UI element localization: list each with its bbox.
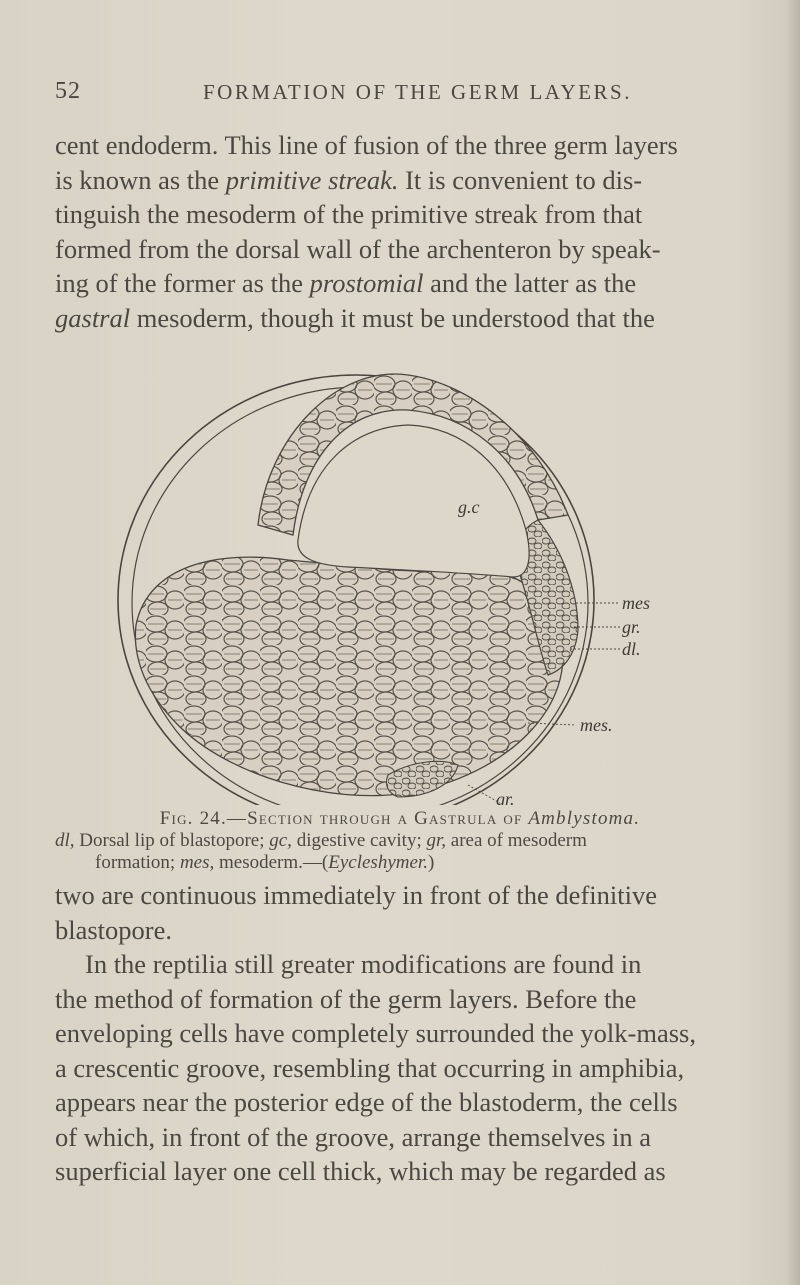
label-gr-bottom: gr.: [496, 789, 515, 805]
text-line: appears near the posterior edge of the blastoderm, the cells: [55, 1087, 678, 1117]
paragraph-bottom: [55, 878, 745, 1189]
caption-text-run: formation;: [95, 852, 180, 873]
label-dl: dl.: [622, 639, 641, 659]
abbr-gc: gc,: [269, 830, 292, 851]
figure-caption: [55, 808, 745, 874]
abbr-dl: dl,: [55, 830, 75, 851]
text-run: and the latter as the: [423, 268, 637, 298]
caption-text-run: area of mesoderm: [446, 830, 587, 851]
caption-legend-line: [55, 830, 745, 852]
running-title: FORMATION OF THE GERM LAYERS.: [203, 80, 632, 104]
page-number: 52: [55, 78, 81, 104]
caption-title-text: —Section through a Gastrula of: [226, 808, 529, 829]
abbr-mes: mes,: [179, 852, 215, 873]
caption-fig-number: Fig. 24.: [159, 808, 227, 829]
label-gr-right: gr.: [622, 617, 641, 637]
text-line: cent endoderm. This line of fusion of the three germ layers: [55, 130, 678, 160]
text-run: It is convenient to dis-: [398, 164, 643, 195]
text-line: a crescentic groove, resembling that occurring in amphibia,: [55, 1052, 685, 1083]
abbr-gr: gr,: [426, 830, 447, 851]
text-line: of which, in front of the groove, arrange themselves in a: [55, 1121, 652, 1152]
label-mes-right: mes: [622, 593, 650, 613]
term-prostomial: prostomial: [309, 268, 424, 298]
page-header: [55, 78, 755, 112]
term-gastral: gastral: [55, 302, 131, 333]
gastrula-figure: [108, 345, 698, 805]
paragraph-top: [55, 128, 745, 335]
yolk-cell-mass: [135, 557, 562, 795]
caption-text-run: digestive cavity;: [291, 830, 427, 851]
text-line: [55, 266, 745, 301]
text-line: enveloping cells have completely surrounded the yolk-mass,: [55, 1018, 696, 1048]
text-line: [55, 301, 745, 336]
caption-author: Eycleshymer.: [328, 852, 428, 873]
term-primitive-streak: primitive streak.: [225, 164, 399, 195]
text-line: tinguish the mesoderm of the primitive streak from that: [55, 199, 643, 229]
label-gc: g.c: [458, 497, 480, 517]
text-run: is known as the: [55, 164, 226, 195]
caption-text-run: ): [427, 852, 435, 873]
text-line: superficial layer one cell thick, which may be regarded as: [55, 1156, 666, 1186]
caption-legend-line: [55, 852, 745, 874]
page-edge-shadow: [786, 0, 800, 1285]
text-line: blastopore.: [55, 914, 173, 945]
text-line: [55, 163, 745, 198]
text-run: ing of the former as the: [55, 268, 310, 298]
text-line: In the reptilia still greater modifications are found in: [85, 949, 642, 979]
text-line: the method of formation of the germ layers. Before the: [55, 983, 637, 1014]
caption-title: [55, 808, 745, 830]
label-mes-bottom: mes.: [580, 715, 613, 735]
text-line: formed from the dorsal wall of the archenteron by speak-: [55, 233, 661, 264]
caption-text-run: mesoderm.—(: [214, 852, 329, 873]
caption-species: Amblystoma.: [528, 808, 641, 829]
text-line: two are continuous immediately in front of the definitive: [55, 880, 657, 910]
text-run: mesoderm, though it must be understood that the: [130, 302, 655, 333]
caption-text-run: Dorsal lip of blastopore;: [74, 830, 270, 851]
gastrula-section-illustration: [108, 345, 698, 805]
